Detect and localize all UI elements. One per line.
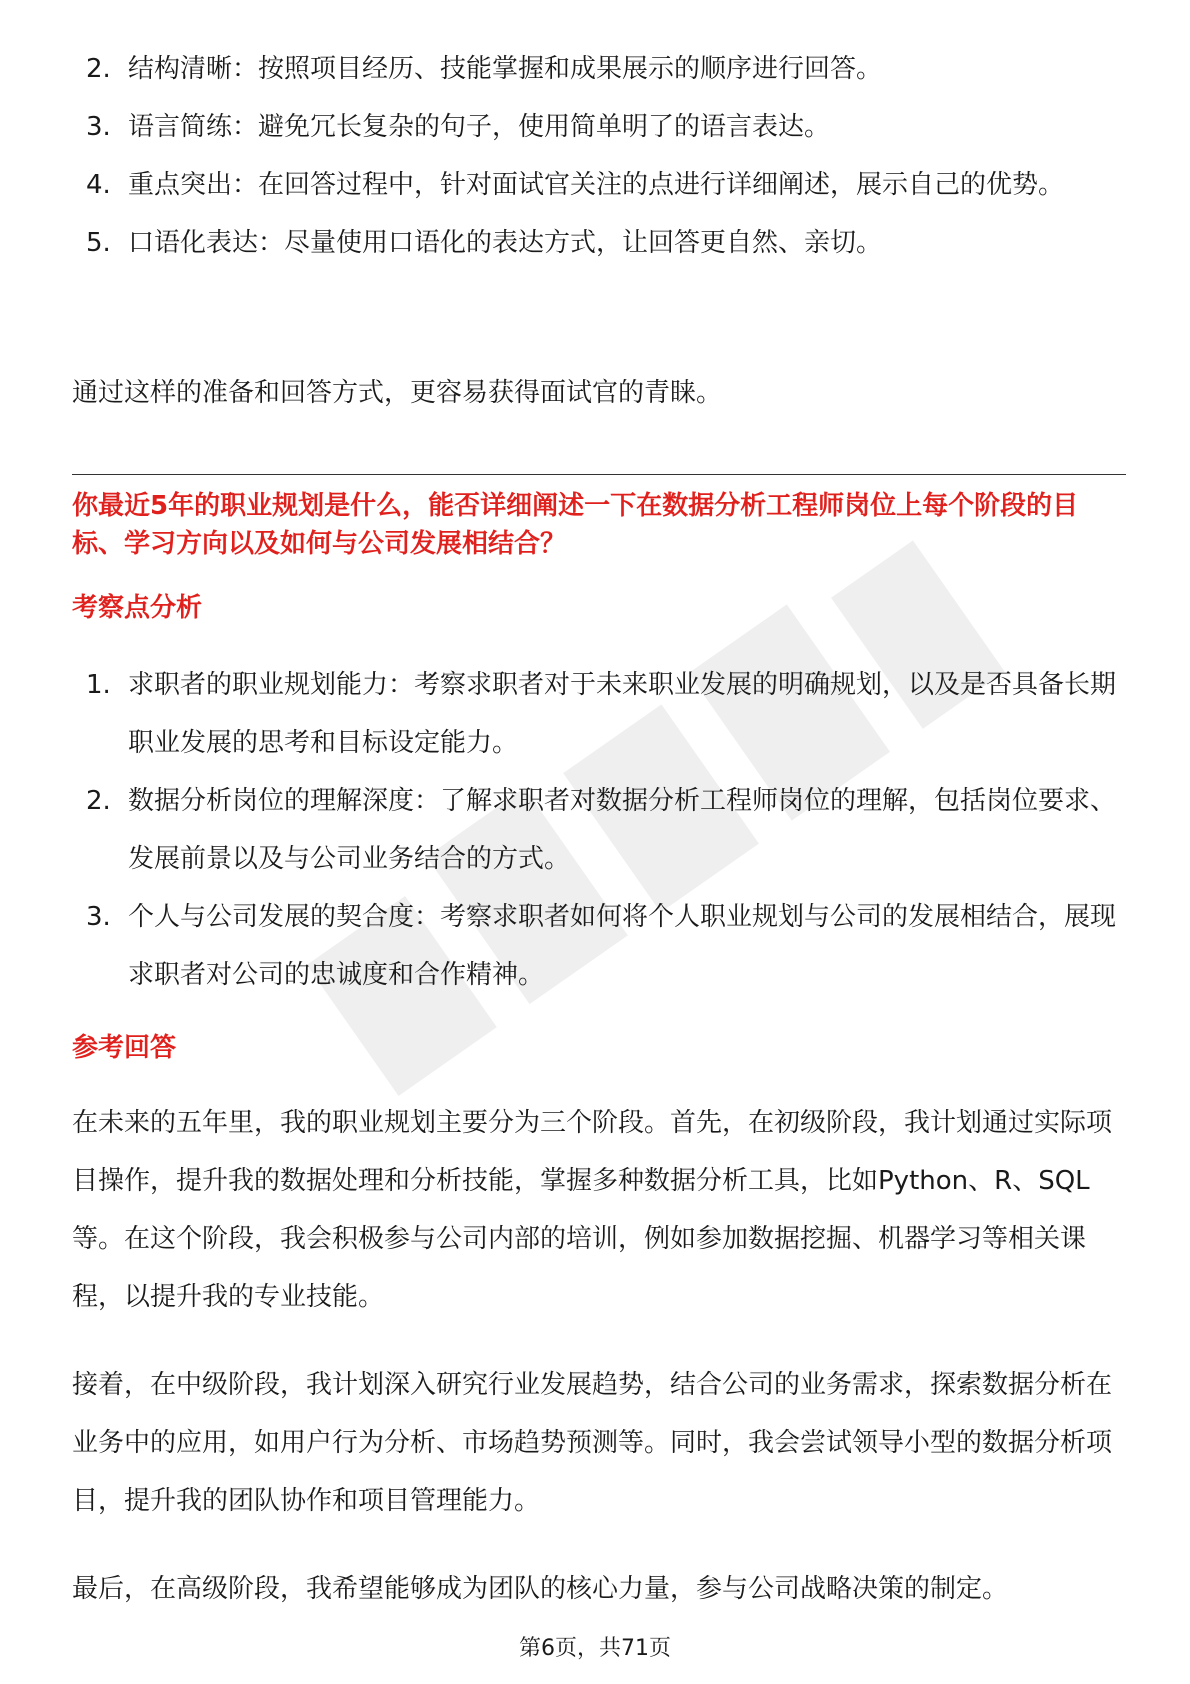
answer-paragraph: 接着，在中级阶段，我计划深入研究行业发展趋势，结合公司的业务需求，探索数据分析在业务中的应用，如用户行为分析、市场趋势预测等。同时，我会尝试领导小型的数据分析项目，提升我的团队协作和项目管理能力。	[72, 1370, 1113, 1516]
analysis-heading: 考察点分析	[72, 593, 203, 623]
tips-list	[86, 40, 1126, 272]
answer-paragraph: 在未来的五年里，我的职业规划主要分为三个阶段。首先，在初级阶段，我计划通过实际项目操作，提升我的数据处理和分析技能，掌握多种数据分析工具，比如Python、R、SQL等。在这个阶段，我会积极参与公司内部的培训，例如参加数据挖掘、机器学习等相关课程，以提升我的专业技能。	[72, 1108, 1113, 1312]
list-item	[86, 156, 1126, 214]
list-item	[86, 772, 1126, 888]
list-number: 1.	[86, 670, 111, 700]
list-number: 2.	[86, 786, 111, 816]
list-number: 3.	[86, 112, 111, 142]
analysis-list	[86, 656, 1126, 1004]
answer-heading: 参考回答	[72, 1033, 177, 1063]
list-item	[86, 656, 1126, 772]
list-text: 重点突出：在回答过程中，针对面试官关注的点进行详细阐述，展示自己的优势。	[128, 170, 1065, 200]
list-number: 3.	[86, 902, 111, 932]
list-item	[86, 214, 1126, 272]
list-text: 口语化表达：尽量使用口语化的表达方式，让回答更自然、亲切。	[128, 228, 883, 258]
list-number: 2.	[86, 54, 111, 84]
closing-paragraph: 通过这样的准备和回答方式，更容易获得面试官的青睐。	[72, 378, 723, 408]
list-number: 5.	[86, 228, 111, 258]
list-item	[86, 40, 1126, 98]
list-number: 4.	[86, 170, 111, 200]
page-number-footer: 第6页，共71页	[519, 1636, 671, 1661]
list-text: 求职者的职业规划能力：考察求职者对于未来职业发展的明确规划，以及是否具备长期职业发展的思考和目标设定能力。	[128, 670, 1117, 758]
answer-paragraph: 最后，在高级阶段，我希望能够成为团队的核心力量，参与公司战略决策的制定。	[72, 1574, 1009, 1604]
list-item	[86, 98, 1126, 156]
list-text: 语言简练：避免冗长复杂的句子，使用简单明了的语言表达。	[128, 112, 831, 142]
interview-question: 你最近5年的职业规划是什么，能否详细阐述一下在数据分析工程师岗位上每个阶段的目标、学习方向以及如何与公司发展相结合？	[72, 491, 1079, 559]
list-text: 数据分析岗位的理解深度：了解求职者对数据分析工程师岗位的理解，包括岗位要求、发展前景以及与公司业务结合的方式。	[128, 786, 1117, 874]
list-text: 个人与公司发展的契合度：考察求职者如何将个人职业规划与公司的发展相结合，展现求职者对公司的忠诚度和合作精神。	[128, 902, 1117, 990]
section-divider	[72, 474, 1126, 475]
list-item	[86, 888, 1126, 1004]
list-text: 结构清晰：按照项目经历、技能掌握和成果展示的顺序进行回答。	[128, 54, 883, 84]
